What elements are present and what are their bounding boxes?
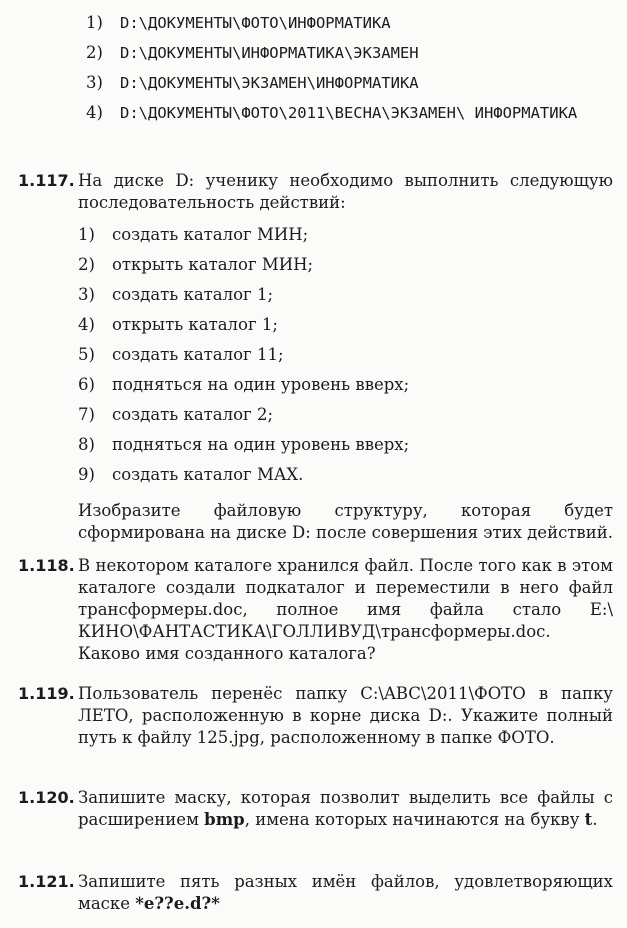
problem-1-117 — [18, 170, 613, 544]
list-item-text: подняться на один уровень вверх; — [112, 435, 410, 454]
list-item — [78, 460, 613, 490]
problem-text-part: Запишите маску, которая позволит выделить все файлы с расширением — [78, 788, 613, 829]
list-item-number: 1) — [86, 13, 103, 32]
list-item-text: создать каталог 2; — [112, 405, 274, 424]
answer-options-list — [86, 8, 613, 128]
list-item-text: создать каталог 11; — [112, 345, 284, 364]
list-item-number: 2) — [78, 255, 95, 274]
list-item-text: подняться на один уровень вверх; — [112, 375, 410, 394]
list-item-number: 1) — [78, 225, 95, 244]
problem-text: В некотором каталоге хранился файл. После того как в этом каталоге создали подкаталог и переместили в него файл трансформеры.doc, полное имя файла стало E:\ КИНО\ФАНТАСТИКА\ГОЛЛИВУД\трансформеры.doc. Каково имя созданного каталога? — [78, 556, 613, 663]
problem-text: Пользователь перенёс папку C:\ABC\2011\ФОТО в папку ЛЕТО, расположенную в корне диска D:. Укажите полный путь к файлу 125.jpg, расположенному в папке ФОТО. — [78, 684, 613, 747]
problem-text-part: Запишите пять разных имён файлов, удовлетворяющих маске — [78, 872, 613, 913]
list-item-number: 6) — [78, 375, 95, 394]
problem-text-part: , имена которых начинаются на букву — [244, 810, 585, 829]
list-item — [86, 38, 613, 68]
problem-number: 1.121. — [18, 872, 75, 891]
list-item-text: открыть каталог МИН; — [112, 255, 314, 274]
problem-1-120 — [18, 787, 613, 831]
steps-list — [78, 220, 613, 490]
problem-text — [78, 787, 613, 831]
list-item — [78, 220, 613, 250]
list-item-text: D:\ДОКУМЕНТЫ\ФОТО\ИНФОРМАТИКА — [120, 14, 391, 32]
problem-1-118 — [18, 555, 613, 665]
list-item-number: 7) — [78, 405, 95, 424]
problem-text — [78, 871, 613, 915]
letter-value: t — [584, 810, 593, 829]
list-item — [86, 98, 613, 128]
list-item-number: 3) — [86, 73, 103, 92]
list-item-text: создать каталог 1; — [112, 285, 274, 304]
list-item-number: 8) — [78, 435, 95, 454]
list-item-number: 9) — [78, 465, 95, 484]
list-item-text: создать каталог МИН; — [112, 225, 309, 244]
list-item-text: D:\ДОКУМЕНТЫ\ИНФОРМАТИКА\ЭКЗАМЕН — [120, 44, 419, 62]
problem-intro: На диске D: ученику необходимо выполнить следующую последовательность действий: — [78, 171, 613, 212]
list-item-number: 4) — [86, 103, 103, 122]
list-item-number: 3) — [78, 285, 95, 304]
problem-number: 1.117. — [18, 171, 75, 190]
mask-value: *e??e.d?* — [135, 894, 220, 913]
list-item-text: D:\ДОКУМЕНТЫ\ФОТО\2011\ВЕСНА\ЭКЗАМЕН\ ИНФОРМАТИКА — [120, 104, 578, 122]
list-item-text: D:\ДОКУМЕНТЫ\ЭКЗАМЕН\ИНФОРМАТИКА — [120, 74, 419, 92]
problem-text-part: . — [592, 810, 598, 829]
list-item — [78, 280, 613, 310]
problem-1-121 — [18, 871, 613, 915]
extension-value: bmp — [204, 810, 245, 829]
problem-number: 1.119. — [18, 684, 75, 703]
list-item — [86, 68, 613, 98]
list-item — [78, 400, 613, 430]
list-item — [78, 430, 613, 460]
problem-number: 1.118. — [18, 556, 75, 575]
list-item-text: создать каталог МАХ. — [112, 465, 304, 484]
list-item — [78, 250, 613, 280]
list-item — [78, 310, 613, 340]
problem-1-119 — [18, 683, 613, 749]
list-item-number: 5) — [78, 345, 95, 364]
list-item — [78, 370, 613, 400]
problem-number: 1.120. — [18, 788, 75, 807]
list-item-text: открыть каталог 1; — [112, 315, 278, 334]
problem-closing: Изобразите файловую структуру, которая будет сформирована на диске D: после совершения этих действий. — [78, 501, 613, 542]
list-item — [86, 8, 613, 38]
list-item-number: 2) — [86, 43, 103, 62]
list-item — [78, 340, 613, 370]
list-item-number: 4) — [78, 315, 95, 334]
